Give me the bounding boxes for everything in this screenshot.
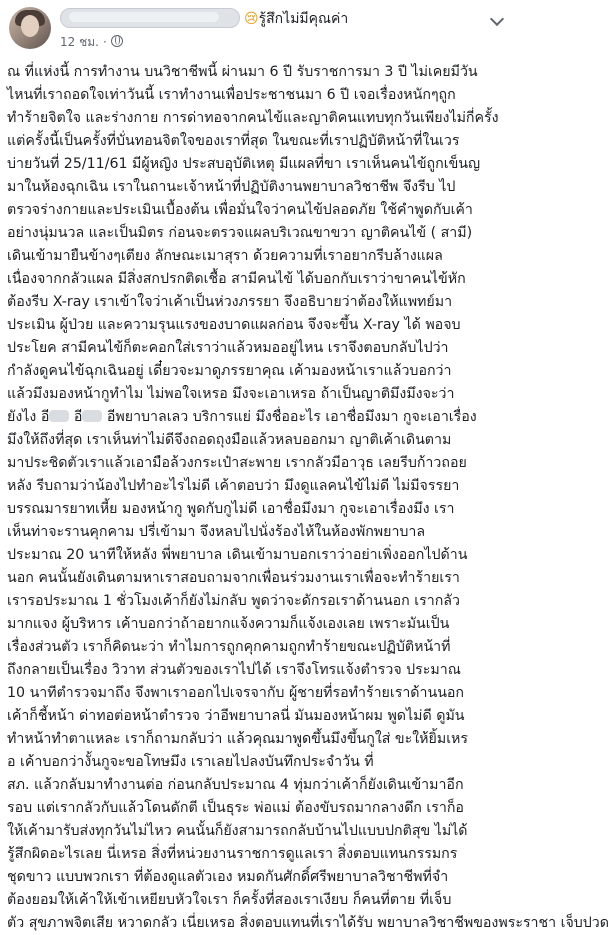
post-line-with-emoji: [7, 912, 609, 935]
emoji-reactions: วิชาชีพของพระราชา เจ็บปวด: [428, 915, 609, 931]
post-line: เรื่องส่วนตัว เราก็คิดนะว่า ทำไมการถูกคุกคามถูกทำร้ายขณะปฏิบัติหน้าที่: [7, 639, 451, 655]
name-blur: [69, 12, 219, 22]
post-line: ต้องรีบ X-ray เราเข้าใจว่าเค้าเป็นห่วงภรรยา จึงอธิบายว่าต้องให้แพทย์มา: [7, 294, 453, 310]
redacted-word: [49, 410, 69, 422]
post-line: บ่ายวันที่ 25/11/61 มีผู้หญิง ประสบอุบัติเหตุ มีแผลที่ขา เราเห็นคนไข้ถูกเข็นญ: [7, 156, 481, 172]
post-line: แต่ครั้งนี้เป็นครั้งที่บั่นทอนจิตใจของเราที่สุด ในขณะที่เราปฏิบัติหน้าที่ในเวร: [7, 133, 460, 149]
sad-emoji-icon: 😢: [244, 11, 259, 27]
feeling-status: [244, 8, 348, 30]
post-line: ถึงกลายเป็นเรื่อง วิวาท ส่วนตัวของเราไปได้ เราจึงโทรแจ้งตำรวจ ประมาณ: [7, 662, 461, 678]
post-line: ไหนที่เราถอดใจเท่าวันนี้ เราทำงานเพื่อประชาชนมา 6 ปี เจอเรื่องหนักๆถูก: [7, 87, 456, 103]
post-line: กำลังดูคนไข้ฉุกเฉินอยู่ เดี๋ยวจะมาดูภรรยาคุณ เค้ามองหน้าเราแล้วบอกว่า: [7, 363, 452, 379]
post-line: รอบ แต่เรากลัวกับแล้วโดนดักตี เป็นธุระ พ่อแม่ ต้องขับรถมากลางดึก เราก็อ: [7, 800, 464, 816]
post-line: ทำหน้าทำตาแหละ เราก็ถามกลับว่า แล้วคุณมาพูดขึ้นมึงขึ้นกูใส่ ขะให้ยิ้มเหร: [7, 731, 469, 747]
post-line-with-redactions: [7, 406, 515, 429]
avatar-face: [21, 15, 39, 37]
post-line: เดินเข้ามายืนข้างๆเตียง ลักษณะเมาสุรา ด้วยความที่เราอยากรีบล้างแผล: [7, 248, 443, 264]
post-line: ชุดขาว แบบพวกเรา ที่ต้องดูแลตัวเอง หมดกันศักดิ์ศรีพยาบาลวิชาชีพที่จำ: [7, 869, 449, 885]
post-line: นอก คนนั้นยังเดินตามหาเราสอบถามจากเพื่อนร่วมงานเราเพื่อจะทำร้ายเรา: [7, 570, 460, 586]
post-line: แล้วมึงมองหน้ากูทำไม ไม่พอใจเหรอ มึงจะเอาเหรอ ถ้าเป็นญาติมึงมึงจะว่า: [7, 386, 455, 402]
post-line: ประมาณ 20 นาทีให้หลัง พี่พยาบาล เดินเข้ามาบอกเราว่าอย่าเพิ่งออกไปด้าน: [7, 547, 468, 563]
redacted-word: [82, 410, 102, 422]
post-line: มาในห้องฉุกเฉิน เราในถานะเจ้าหน้าที่ปฏิบัติงานพยาบาลวิชาชีพ จึงรีบ ไป: [7, 179, 456, 195]
post-body: [7, 61, 609, 935]
post-line: ณ ที่แห่งนี้ การทำงาน บนวิชาชีพนี้ ผ่านมา 6 ปี รับราชการมา 3 ปี ไม่เคยมีวัน: [7, 64, 478, 80]
line-fragment: อีพยาบาลเลว บริการแย่ มึงชื่ออะไร เอาชื่อมึงมา กูจะเอาเรื่อง: [102, 409, 477, 425]
post-line: มึงให้ถึงที่สุด เราเห็นท่าไม่ดีจึงถอดถุงมือแล้วหลบออกมา ญาติเค้าเดินตาม: [7, 432, 452, 448]
post-line: ประโยค สามีคนไข้ก็ตะคอกใส่เราว่าแล้วหมออยู่ไหน เราจึงตอบกลับไปว่า: [7, 340, 449, 356]
post-line: ตรวจร่างกายและประเมินเบื้องต้น เพื่อมั่นใจว่าคนไข้ปลอดภัย ใช้คำพูดกับเค้า: [7, 202, 473, 218]
post-time[interactable]: 12 ชม.: [60, 35, 99, 49]
line-fragment: ตัว สุขภาพจิตเสีย หวาดกลัว เนี่ยเหรอ สิ่งตอบแทนที่เราได้รับ พยาบาล: [7, 915, 429, 931]
post-line: สภ. แล้วกลับมาทำงานต่อ ก่อนกลับประมาณ 4 ทุ่มกว่าเค้าก็ยังเดินเข้ามาอีก: [7, 777, 464, 793]
globe-icon[interactable]: [111, 35, 123, 47]
post-line: เค้าก็ชี้หน้า ด่าทอต่อหน้าตำรวจ ว่าอีพยาบาลนี่ มันมองหน้าผม พูดไม่ดี ดูมัน: [7, 708, 465, 724]
feeling-text: รู้สึกไม่มีคุณค่า: [258, 11, 349, 27]
post-header: [0, 0, 516, 56]
post-line: หลัง รีบถามว่าน้องไปทำอะไรไม่ดี เค้าตอบว่า มึงดูแลคนไข้ไม่ดี ไม่มีจรรยา: [7, 478, 460, 494]
post-line: มากแจง ผู้บริหาร เค้าบอกว่าถ้าอยากแจ้งความก็แจ้งเองเลย เพราะมันเป็น: [7, 616, 450, 632]
chevron-down-icon[interactable]: [490, 12, 504, 26]
author-name-redacted[interactable]: [60, 8, 240, 28]
line-fragment: ยังไง อี: [7, 409, 50, 425]
post-line: อย่างนุ่มนวล และเป็นมิตร ก่อนจะตรวจแผลบริเวณขาขวา ญาติคนไข้ ( สามี): [7, 225, 473, 241]
post-line: ทำร้ายจิตใจ และร่างกาย การด่าทอจากคนไข้และญาติคนแทบทุกวันเพียงไม่กี่ครั้ง: [7, 110, 499, 126]
post-line: ประเมิน ผู้ป่วย และความรุนแรงของบาดแผลก่อน จึงจะขึ้น X-ray ได้ พอจบ: [7, 317, 461, 333]
post-line: เรารอประมาณ 1 ชั่วโมงเค้าก็ยังไม่กลับ พูดว่าจะดักรอเราด้านนอก เรากลัว: [7, 593, 460, 609]
post-line: บรรณมารยาทเหี้ย มองหน้ากู พูดกับกูไม่ดี เอาชื่อมึงมา กูจะเอาเรื่องมึง เรา: [7, 501, 455, 517]
post-line: รู้สึกผิดอะไรเลย นี่เหรอ สิ่งที่หน่วยงานราชการดูแลเรา สิ่งตอบแทนกรรมกร: [7, 846, 458, 862]
meta-separator: ·: [102, 35, 107, 49]
post-line: ต้องยอมให้เค้าให้เข้าเหยียบหัวใจเรา ก็ครั้งที่สองเราเงียบ ก็คนที่ตาย ที่เจ็บ: [7, 892, 452, 908]
post-line: 10 นาทีตำรวจมาถึง จึงพาเราออกไปเจรจากับ ผู้ชายที่รอทำร้ายเราด้านนอก: [7, 685, 464, 701]
avatar[interactable]: [9, 7, 51, 49]
post-line: มาประชิดตัวเราแล้วเอามือล้วงกระเป๋าสะพาย เรากลัวมีอาวุธ เลยรีบก้าวถอย: [7, 455, 467, 471]
post-line: เนื่องจากกลัวแผล มีสิ่งสกปรกติดเชื้อ สามีคนไข้ ได้บอกกับเราว่าขาคนไข้หัก: [7, 271, 466, 287]
line-fragment: อี: [69, 409, 83, 425]
post-line: ให้เค้ามารับส่งทุกวันไม่ไหว คนนั้นก็ยังสามารถกลับบ้านไปแบบปกติสุข ไม่ได้: [7, 823, 468, 839]
post-line: เห็นท่าจะรานคุกคาม ปรี่เข้ามา จึงหลบไปนั่งร้องไห้ในห้องพักพยาบาล: [7, 524, 426, 540]
post-meta: [60, 33, 123, 52]
post-line: อ เค้าบอกว่างั้นกูจะขอโทษมึง เราเลยไปลงบันทึกประจำวัน ที่: [7, 754, 374, 770]
